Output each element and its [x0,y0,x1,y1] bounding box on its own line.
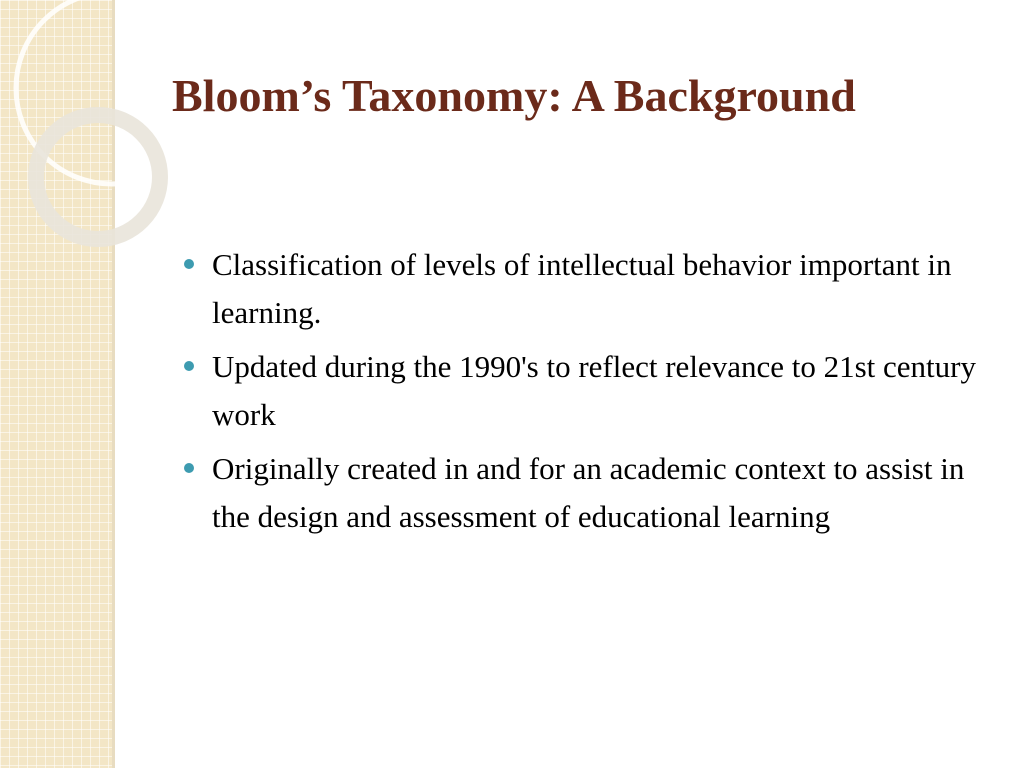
bullet-marker-icon [184,361,194,371]
bullet-text: Originally created in and for an academic context to assist in the design and assessment of educational learning [212,451,965,534]
bullet-marker-icon [184,463,194,473]
decorative-rings [0,0,200,260]
bullet-text: Classification of levels of intellectual behavior important in learning. [212,247,952,330]
bullet-text: Updated during the 1990's to reflect relevance to 21st century work [212,349,976,432]
bullet-list [184,241,984,547]
bullet-marker-icon [184,259,194,269]
bullet-item [184,445,984,541]
bullet-item [184,343,984,439]
bullet-item [184,241,984,337]
slide-title: Bloom’s Taxonomy: A Background [172,70,856,121]
